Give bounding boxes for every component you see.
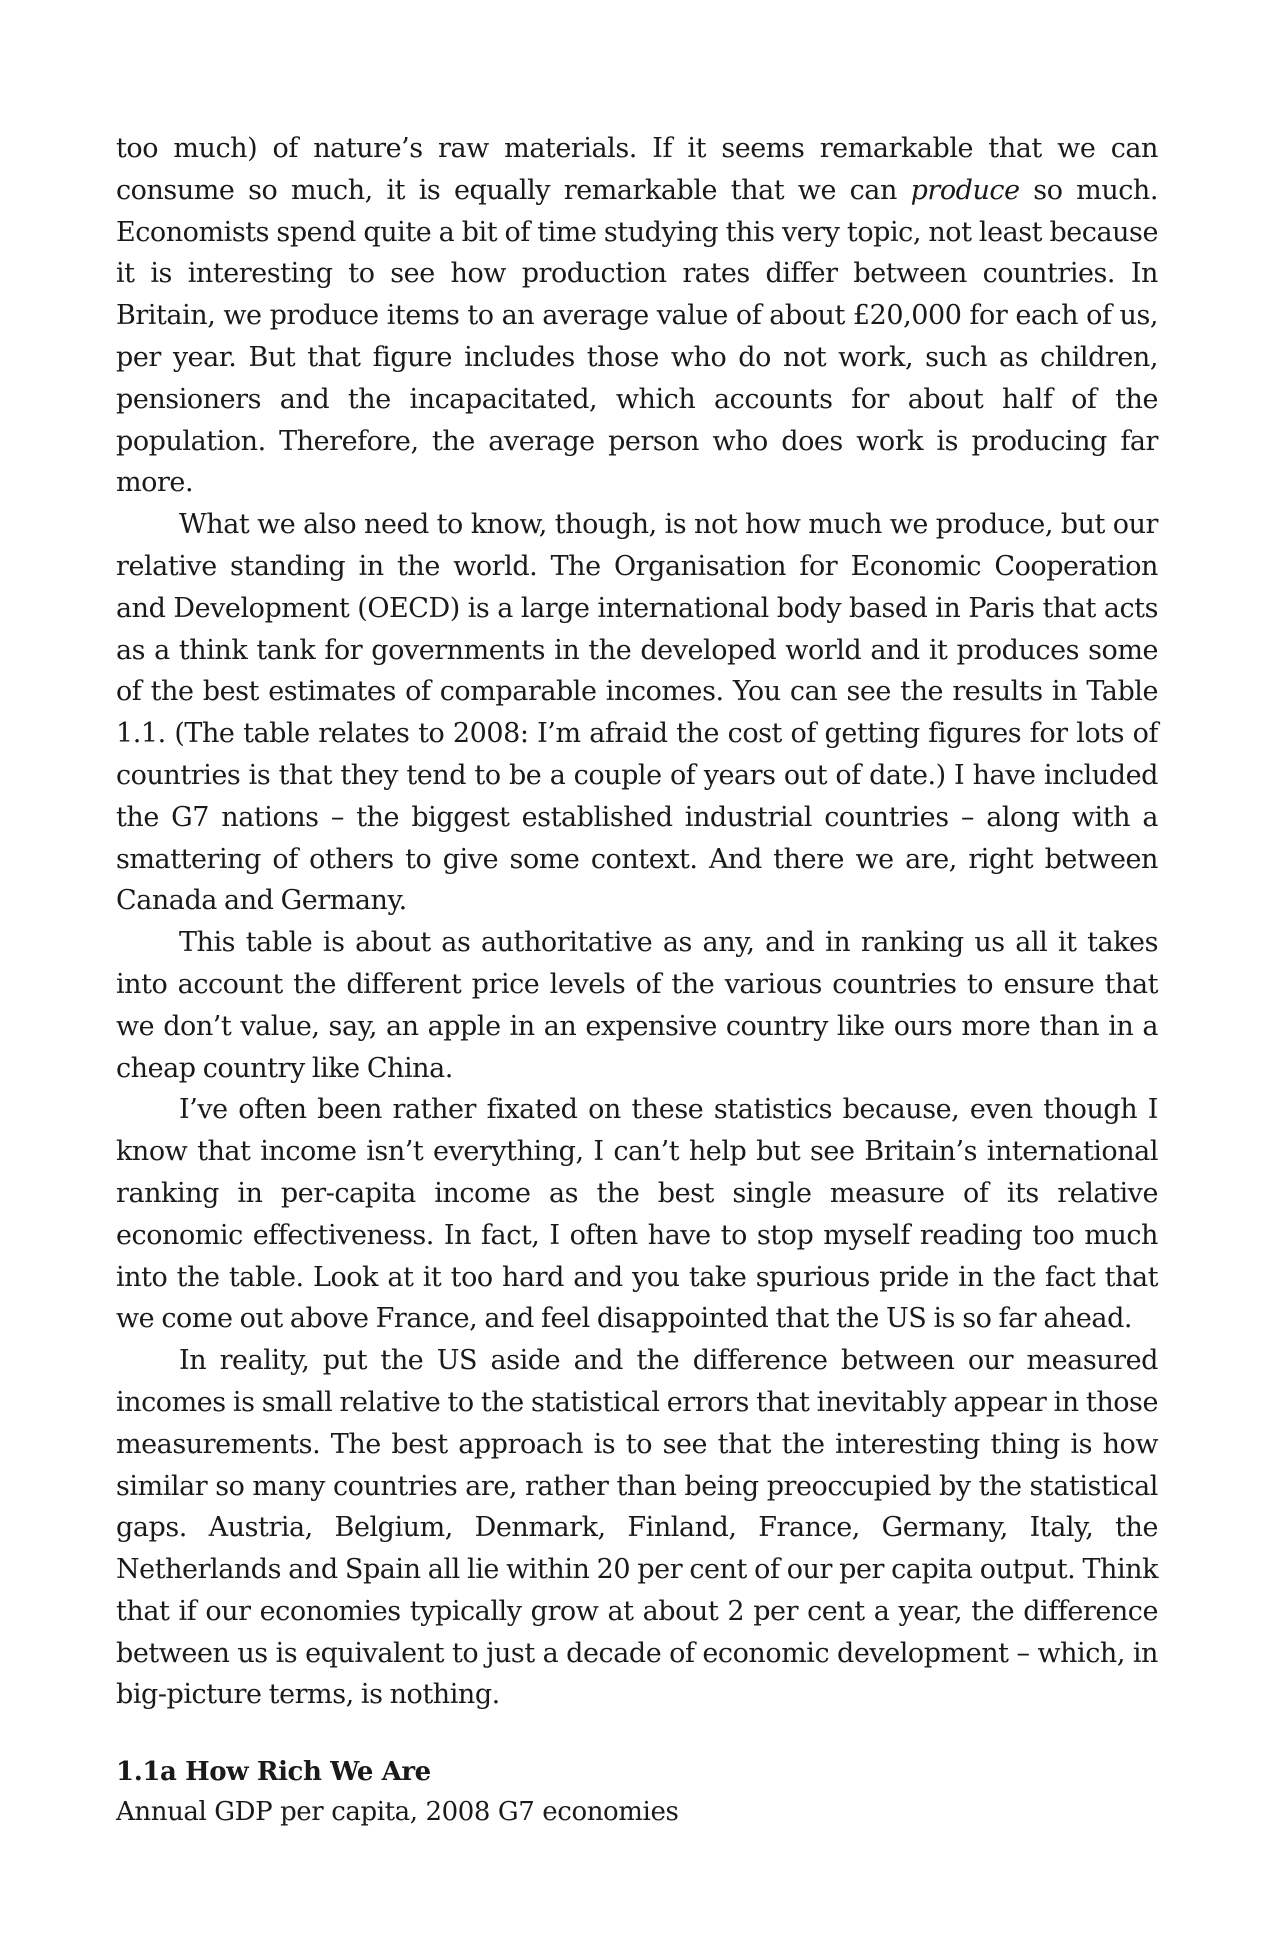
body-text: [116, 128, 1158, 1716]
paragraph-3: This table is about as authoritative as any, and in ranking us all it takes into account the different price levels of the various countries to ensure that we don’t value, say, an apple in an expensive country like ours more than in a cheap country like China.: [116, 927, 1158, 1084]
paragraph-1-text-after: so much. Economists spend quite a bit of time studying this very topic, not least because it is interesting to see how production rates differ between countries. In Britain, we produce items to an average value of about £20,000 for each of us, per year. But that figure includes those who do not work, such as children, pensioners and the incapacitated, which accounts for about half of the population. Therefore, the average person who does work is producing far more.: [116, 174, 1159, 499]
paragraph-1-text-before: too much) of nature’s raw materials. If it seems remarkable that we can consume so much, it is equally remarkable that we can: [116, 133, 1158, 206]
section-title: 1.1a How Rich We Are: [116, 1757, 431, 1787]
table-caption: [116, 1752, 1158, 1832]
section-subtitle: Annual GDP per capita, 2008 G7 economies: [116, 1797, 679, 1827]
paragraph-5: In reality, put the US aside and the difference between our measured incomes is small relative to the statistical errors that inevitably appear in those measurements. The best approach is to see that the interesting thing is how similar so many countries are, rather than being preoccupied by the statistical gaps. Austria, Belgium, Denmark, Finland, France, Germany, Italy, the Netherlands and Spain all lie within 20 per cent of our per capita output. Think that if our economies typically grow at about 2 per cent a year, the difference between us is equivalent to just a decade of economic development – which, in big-picture terms, is nothing.: [116, 1345, 1158, 1711]
paragraph-1-emphasis: produce: [910, 174, 1020, 206]
paragraph-4: I’ve often been rather fixated on these statistics because, even though I know that income isn’t everything, I can’t help but see Britain’s international ranking in per-capita income as the best single measure of its relative economic effectiveness. In fact, I often have to stop myself reading too much into the table. Look at it too hard and you take spurious pride in the fact that we come out above France, and feel disappointed that the US is so far ahead.: [116, 1094, 1158, 1335]
paragraph-1: [116, 128, 1158, 504]
paragraph-2: What we also need to know, though, is not how much we produce, but our relative standing in the world. The Organisation for Economic Cooperation and Development (OECD) is a large international body based in Paris that acts as a think tank for governments in the developed world and it produces some of the best estimates of comparable incomes. You can see the results in Table 1.1. (The table relates to 2008: I’m afraid the cost of getting figures for lots of countries is that they tend to be a couple of years out of date.) I have included the G7 nations – the biggest established industrial countries – along with a smattering of others to give some context. And there we are, right between Canada and Germany.: [116, 509, 1158, 917]
